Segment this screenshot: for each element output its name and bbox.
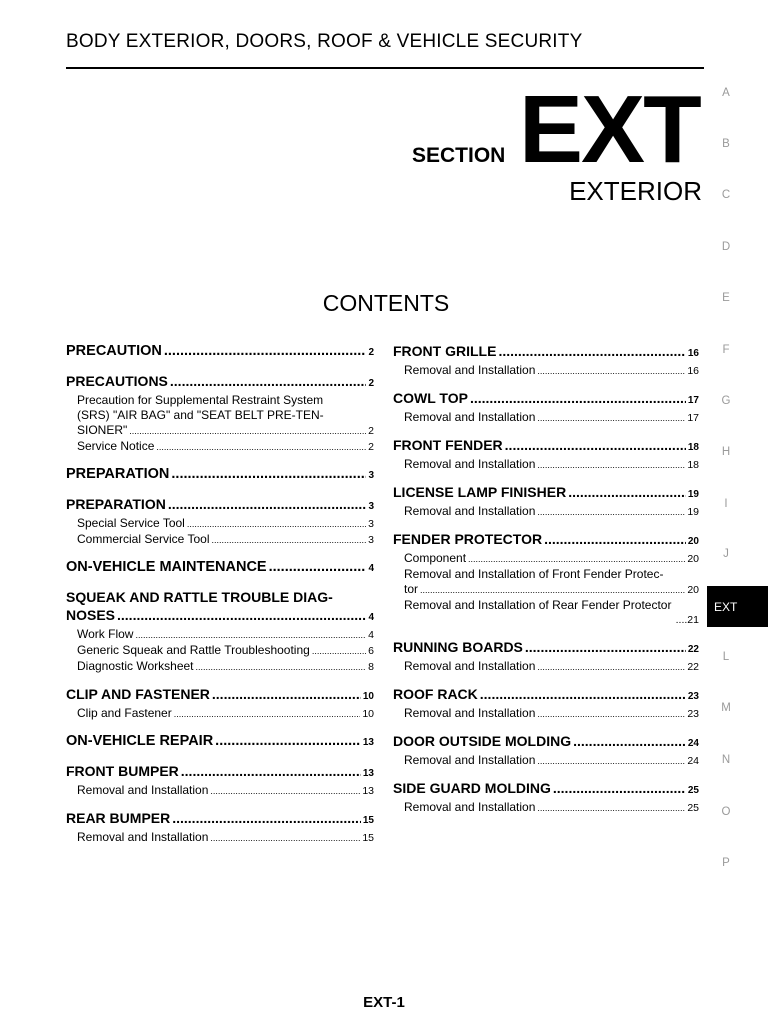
toc-left-column (66, 342, 374, 856)
toc-subentry-roof-rack-removal[interactable]: Removal and Installation ..... 23 (393, 706, 699, 722)
side-index-c[interactable]: C (721, 189, 731, 201)
page-number: EXT-1 (363, 994, 405, 1011)
side-index-l[interactable]: L (722, 651, 730, 663)
toc-entry-precautions[interactable]: PRECAUTIONS ..... 2 (66, 372, 374, 393)
toc-subentry-front-grille-removal[interactable]: Removal and Installation ..... 16 (393, 363, 699, 379)
side-index-o[interactable]: O (721, 806, 731, 818)
toc-subentry-clip-fastener[interactable]: Clip and Fastener ..... 10 (66, 706, 374, 722)
toc-subentry-srs-line3[interactable]: SIONER" ..... 2 (66, 423, 374, 439)
toc-subentry-front-fender-removal[interactable]: Removal and Installation ..... 18 (393, 457, 699, 473)
toc-entry-squeak-rattle-line2[interactable]: NOSES ..... 4 (66, 606, 374, 627)
toc-subentry-component[interactable]: Component ..... 20 (393, 551, 699, 567)
toc-group-squeak-rattle (66, 588, 374, 675)
side-index-ext-active[interactable]: EXT (707, 586, 768, 627)
toc-group-precautions (66, 372, 374, 455)
toc-subentry-srs-line2[interactable]: (SRS) "AIR BAG" and "SEAT BELT PRE-TEN- (77, 408, 324, 422)
side-index-n[interactable]: N (721, 754, 731, 766)
toc-entry-fender-protector[interactable]: FENDER PROTECTOR ..... 20 (393, 530, 699, 551)
toc-entry-front-grille[interactable]: FRONT GRILLE ..... 16 (393, 342, 699, 363)
toc-entry-running-boards[interactable]: RUNNING BOARDS ..... 22 (393, 638, 699, 659)
side-index-a[interactable]: A (722, 87, 730, 99)
toc-subentry-rear-fender-protector[interactable]: Removal and Installation of Rear Fender Protector (404, 598, 672, 612)
toc-entry-front-fender[interactable]: FRONT FENDER ..... 18 (393, 436, 699, 457)
toc-group-on-vehicle-maintenance (66, 558, 374, 578)
side-index-h[interactable]: H (721, 446, 731, 458)
toc-group-fender-protector (393, 530, 699, 628)
toc-entry-cowl-top[interactable]: COWL TOP ..... 17 (393, 389, 699, 410)
section-code: EXT (519, 76, 700, 183)
toc-entry-door-outside-molding[interactable]: DOOR OUTSIDE MOLDING ..... 24 (393, 732, 699, 753)
contents-heading: CONTENTS (322, 290, 450, 316)
section-label: SECTION (412, 144, 506, 167)
section-name: EXTERIOR (569, 176, 702, 206)
toc-entry-side-guard-molding[interactable]: SIDE GUARD MOLDING ..... 25 (393, 779, 699, 800)
side-index-f[interactable]: F (722, 344, 730, 356)
toc-group-front-grille (393, 342, 699, 379)
header-title: BODY EXTERIOR, DOORS, ROOF & VEHICLE SECURITY (66, 31, 583, 52)
toc-subentry-side-guard-removal[interactable]: Removal and Installation ..... 25 (393, 800, 699, 816)
toc-group-precaution (66, 342, 374, 362)
toc-subentry-special-service-tool[interactable]: Special Service Tool ..... 3 (66, 516, 374, 532)
side-index-d[interactable]: D (721, 241, 731, 253)
toc-group-license-lamp-finisher (393, 483, 699, 520)
toc-group-preparation-major (66, 465, 374, 485)
toc-subentry-generic-troubleshooting[interactable]: Generic Squeak and Rattle Troubleshooting ..... 6 (66, 643, 374, 659)
toc-group-clip-fastener (66, 685, 374, 722)
toc-entry-on-vehicle-repair[interactable]: ON-VEHICLE REPAIR ..... 13 (66, 732, 374, 752)
toc-subentry-license-lamp-removal[interactable]: Removal and Installation ..... 19 (393, 504, 699, 520)
toc-subentry-srs-line1[interactable]: Precaution for Supplemental Restraint System (77, 393, 324, 407)
toc-group-cowl-top (393, 389, 699, 426)
toc-group-running-boards (393, 638, 699, 675)
side-index-i[interactable]: I (724, 498, 728, 510)
toc-right-column (393, 342, 699, 826)
toc-entry-clip-fastener[interactable]: CLIP AND FASTENER ..... 10 (66, 685, 374, 706)
toc-subentry-diagnostic-worksheet[interactable]: Diagnostic Worksheet ..... 8 (66, 659, 374, 675)
toc-entry-squeak-rattle-line1[interactable]: SQUEAK AND RATTLE TROUBLE DIAG- (66, 589, 333, 605)
toc-group-side-guard-molding (393, 779, 699, 816)
toc-entry-license-lamp-finisher[interactable]: LICENSE LAMP FINISHER ..... 19 (393, 483, 699, 504)
toc-entry-precaution[interactable]: PRECAUTION ..... 2 (66, 342, 374, 362)
toc-entry-rear-bumper[interactable]: REAR BUMPER ..... 15 (66, 809, 374, 830)
side-index-j[interactable]: J (723, 548, 729, 560)
toc-subentry-front-fender-protector-line1[interactable]: Removal and Installation of Front Fender Protec- (404, 567, 664, 581)
toc-group-front-bumper (66, 762, 374, 799)
toc-group-roof-rack (393, 685, 699, 722)
toc-entry-front-bumper[interactable]: FRONT BUMPER ..... 13 (66, 762, 374, 783)
toc-subentry-work-flow[interactable]: Work Flow ..... 4 (66, 627, 374, 643)
toc-entry-on-vehicle-maintenance[interactable]: ON-VEHICLE MAINTENANCE ..... 4 (66, 558, 374, 578)
side-index-e[interactable]: E (722, 292, 730, 304)
toc-subentry-commercial-service-tool[interactable]: Commercial Service Tool ..... 3 (66, 532, 374, 548)
toc-group-preparation (66, 495, 374, 548)
toc-subentry-service-notice[interactable]: Service Notice ..... 2 (66, 439, 374, 455)
side-index-p[interactable]: P (722, 857, 730, 869)
toc-group-door-outside-molding (393, 732, 699, 769)
toc-subentry-front-fender-protector-line2[interactable]: tor ..... 20 (393, 582, 699, 598)
toc-entry-preparation-major[interactable]: PREPARATION ..... 3 (66, 465, 374, 485)
toc-group-on-vehicle-repair (66, 732, 374, 752)
side-index-g[interactable]: G (721, 395, 731, 407)
side-index-m[interactable]: M (721, 702, 731, 714)
toc-entry-roof-rack[interactable]: ROOF RACK ..... 23 (393, 685, 699, 706)
toc-subentry-cowl-top-removal[interactable]: Removal and Installation ..... 17 (393, 410, 699, 426)
toc-subentry-rear-bumper-removal[interactable]: Removal and Installation ..... 15 (66, 830, 374, 846)
toc-subentry-front-bumper-removal[interactable]: Removal and Installation ..... 13 (66, 783, 374, 799)
side-index-b[interactable]: B (722, 138, 730, 150)
toc-group-rear-bumper (66, 809, 374, 846)
toc-subentry-rear-fender-protector-page: ....21 (675, 614, 699, 626)
toc-subentry-door-molding-removal[interactable]: Removal and Installation ..... 24 (393, 753, 699, 769)
toc-group-front-fender (393, 436, 699, 473)
header-rule (66, 67, 704, 69)
toc-entry-preparation[interactable]: PREPARATION ..... 3 (66, 495, 374, 516)
toc-subentry-running-boards-removal[interactable]: Removal and Installation ..... 22 (393, 659, 699, 675)
